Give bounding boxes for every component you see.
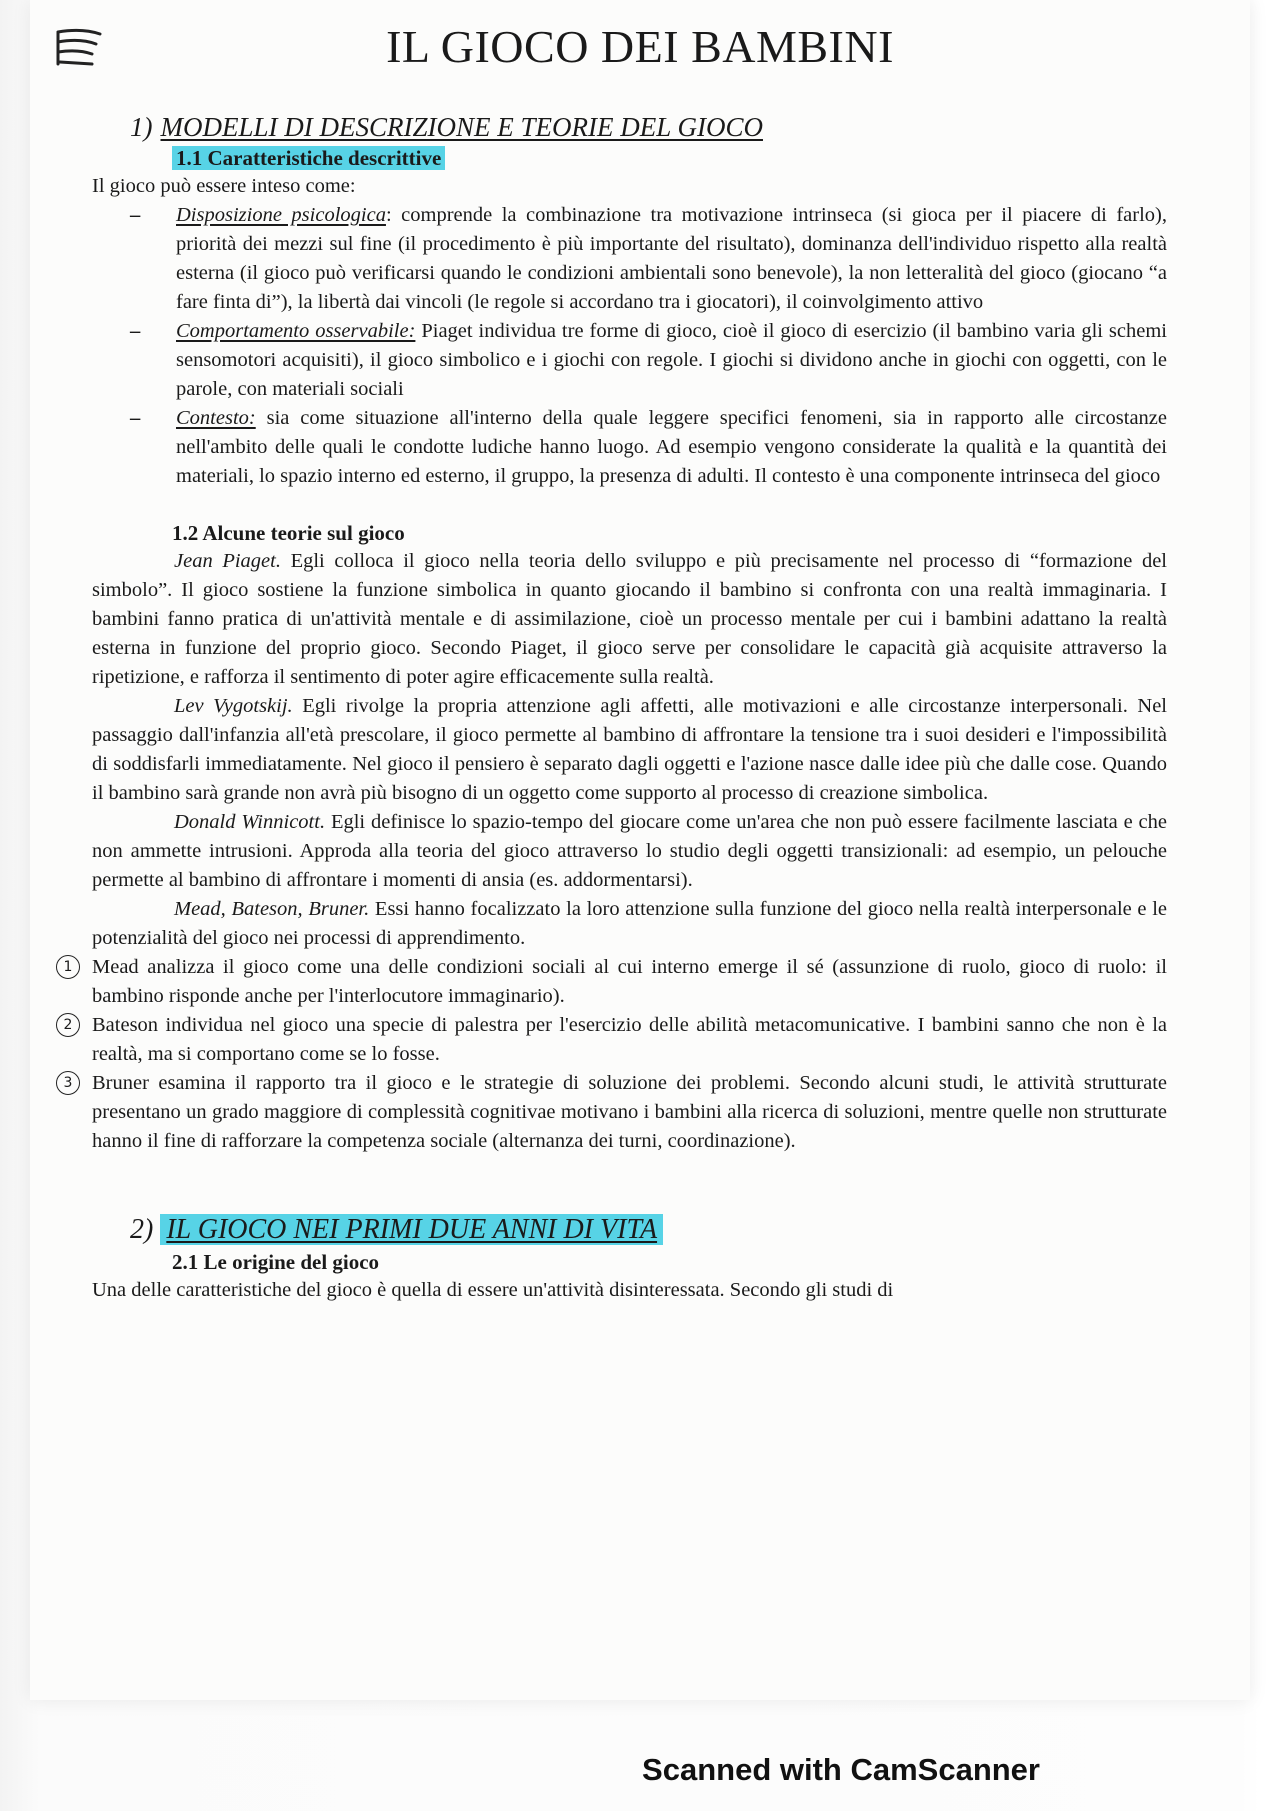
circled-number-icon: 1 <box>56 955 80 979</box>
scanner-watermark: Scanned with CamScanner <box>642 1752 1040 1787</box>
bullet-label: Comportamento osservabile: <box>176 320 416 342</box>
subsection-1-1-title: 1.1 Caratteristiche descrittive <box>172 146 445 170</box>
section-1-title: MODELLI DI DESCRIZIONE E TEORIE DEL GIOCO <box>160 112 763 142</box>
bullet-text: sia come situazione all'interno della quale leggere specifici fenomeni, sia in rapporto alle circostanze nell'ambito delle quali le condotte ludiche hanno luogo. Ad esempio vengono considerate la qualità e la quantità dei materiali, lo spazio interno ed esterno, il gruppo, la presenza di adulti. Il contesto è una componente intrinseca del gioco <box>176 407 1167 487</box>
section-2-heading <box>130 1212 1167 1248</box>
author-name: Jean Piaget. <box>174 550 281 572</box>
circled-number-icon: 2 <box>56 1013 80 1037</box>
author-name: Donald Winnicott. <box>174 811 326 833</box>
section-1-heading <box>130 110 1167 144</box>
author-name: Mead, Bateson, Bruner. <box>174 898 370 920</box>
item-text: Bateson individua nel gioco una specie di palestra per l'esercizio delle abilità metacomunicative. I bambini sanno che non è la realtà, ma si comportano come se lo fosse. <box>92 1014 1167 1065</box>
subsection-1-1-heading <box>172 144 1167 172</box>
bullet-dash-icon: – <box>130 320 141 342</box>
bullet-contesto <box>92 404 1167 491</box>
bullet-label: Disposizione psicologica <box>176 204 386 226</box>
bullet-dash-icon: – <box>130 204 141 226</box>
item-text: Mead analizza il gioco come una delle condizioni sociali al cui interno emerge il sé (assunzione di ruolo, gioco di ruolo: il bambino risponde anche per l'interlocutore immaginario). <box>92 956 1167 1007</box>
subsection-2-1-heading: 2.1 Le origine del gioco <box>172 1250 380 1274</box>
paragraph-text: Essi hanno focalizzato la loro attenzione sulla funzione del gioco nella realtà interpersonale e le potenzialità del gioco nei processi di apprendimento. <box>92 898 1167 949</box>
page-title: IL GIOCO DEI BAMBINI <box>386 21 894 72</box>
bullet-text: Piaget individua tre forme di gioco, cioè il gioco di esercizio (il bambino varia gli schemi sensomotori acquisiti), il gioco simbolico e i giochi con regole. I giochi si dividono anche in giochi con oggetti, con le parole, con materiali sociali <box>176 320 1167 400</box>
bullet-comportamento <box>92 317 1167 404</box>
document-body <box>63 110 1168 1305</box>
author-name: Lev Vygotskij. <box>174 695 293 717</box>
intro-line: Il gioco può essere inteso come: <box>92 175 356 197</box>
paragraph-text: Egli rivolge la propria attenzione agli affetti, alle motivazioni e alle circostanze interpersonali. Nel passaggio dall'infanzia all'età prescolare, il gioco permette al bambino di affrontare la tensione tra i suoi desideri e l'impossibilità di soddisfarli immediatamente. Nel gioco il pensiero è separato dagli oggetti e l'azione nasce dalle idee più che dalle cose. Quando il bambino sarà grande non avrà più bisogno di un oggetto come supporto al processo di creazione simbolica. <box>92 695 1167 804</box>
paragraph-winnicott <box>92 808 1167 895</box>
paragraph-piaget <box>92 547 1167 692</box>
item-text: Bruner esamina il rapporto tra il gioco e le strategie di soluzione dei problemi. Secondo alcuni studi, le attività strutturate presentano un grado maggiore di complessità cognitivae motivano i bambini alla ricerca di soluzioni, mentre quelle non strutturate hanno il fine di rafforzare la competenza sociale (alternanza dei turni, coordinazione). <box>92 1072 1167 1152</box>
numbered-item-mead <box>63 953 1167 1011</box>
paragraph-mead-bateson-bruner <box>92 895 1167 953</box>
bullet-label: Contesto: <box>176 407 256 429</box>
paragraph-section-2: Una delle caratteristiche del gioco è quella di essere un'attività disinteressata. Secondo gli studi di <box>92 1279 894 1301</box>
bullet-disposizione <box>92 201 1167 317</box>
paragraph-text: Egli colloca il gioco nella teoria dello sviluppo e più precisamente nel processo di “formazione del simbolo”. Il gioco sostiene la funzione simbolica in quanto giocando il bambino si confronta con una realtà immaginaria. I bambini fanno pratica di un'attività mentale e di assimilazione, cioè un processo mentale per cui i bambini adattano la realtà esterna in funzione del proprio gioco. Secondo Piaget, il gioco serve per consolidare le capacità già acquisite attraverso la ripetizione, e rafforza il sentimento di poter agire efficacemente sulla realtà. <box>92 550 1167 688</box>
subsection-1-2-heading: 1.2 Alcune teorie sul gioco <box>172 521 405 545</box>
numbered-item-bateson <box>63 1011 1167 1069</box>
bullet-dash-icon: – <box>130 407 141 429</box>
circled-number-icon: 3 <box>56 1071 80 1095</box>
bullet-text: : comprende la combinazione tra motivazione intrinseca (si gioca per il piacere di farlo), priorità dei mezzi sul fine (il procedimento è più importante del risultato), dominanza dell'individuo rispetto alla realtà esterna (il gioco può verificarsi quando le condizioni ambientali sono benevole), la non letteralità del gioco (giocano “a fare finta di”), la libertà dai vincoli (le regole si accordano tra i giocatori), il coinvolgimento attivo <box>176 204 1167 313</box>
section-2-title: IL GIOCO NEI PRIMI DUE ANNI DI VITA <box>160 1214 663 1245</box>
paragraph-vygotskij <box>92 692 1167 808</box>
numbered-item-bruner <box>63 1069 1167 1156</box>
section-1-number: 1) <box>130 112 153 142</box>
paragraph-text: Egli definisce lo spazio-tempo del giocare come un'area che non può essere facilmente lasciata e che non ammette intrusioni. Approda alla teoria del gioco attraverso lo studio degli oggetti transizionali: ad esempio, un pelouche permette al bambino di affrontare i momenti di ansia (es. addormentarsi). <box>92 811 1168 891</box>
section-2-number: 2) <box>130 1214 154 1245</box>
